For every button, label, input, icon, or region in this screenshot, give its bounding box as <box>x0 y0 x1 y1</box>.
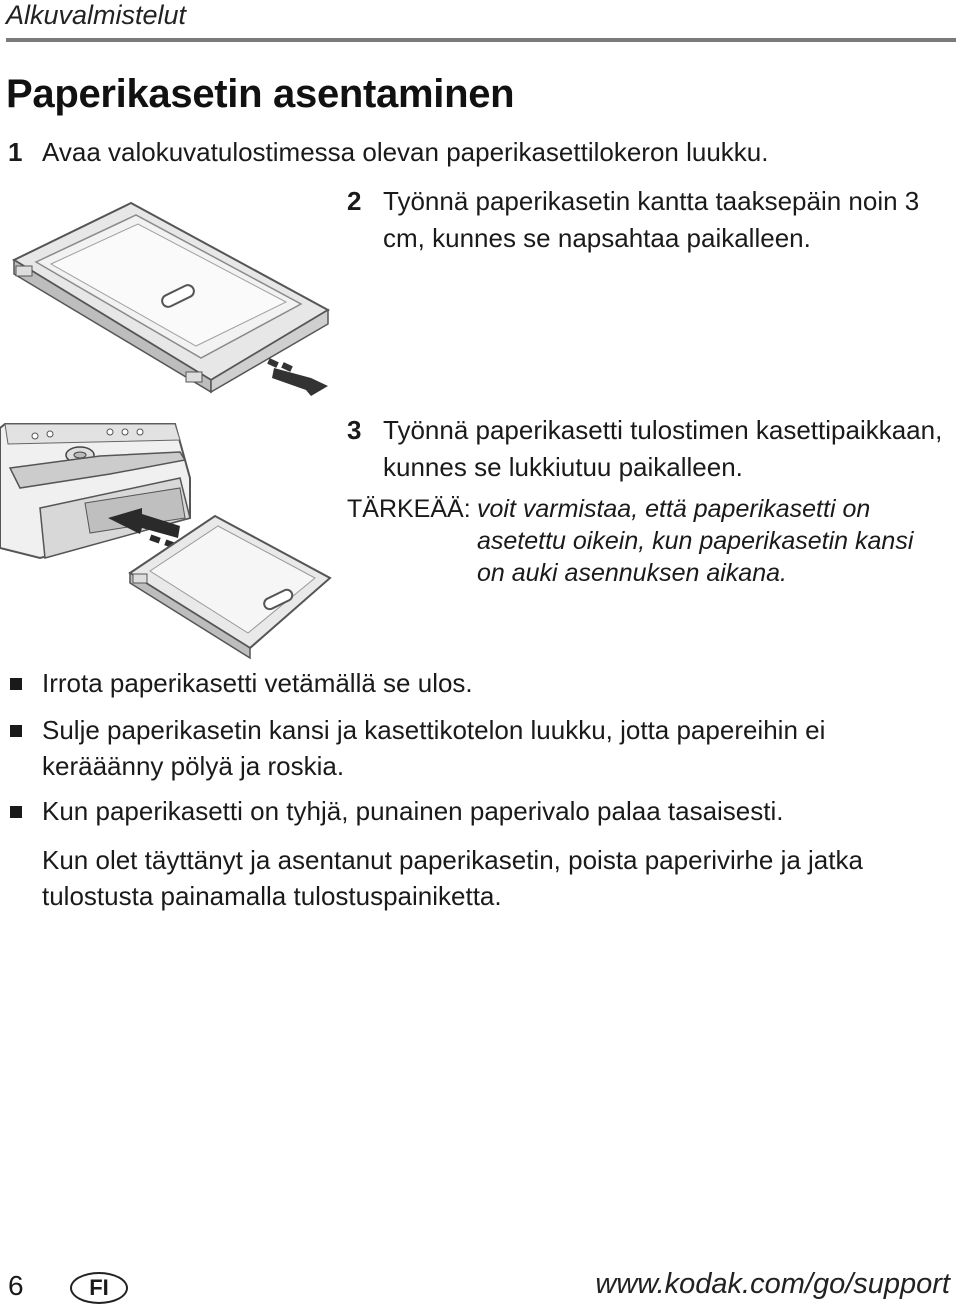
page-number: 6 <box>8 1270 24 1301</box>
bullet-square-icon <box>10 725 22 737</box>
closing-paragraph: Kun olet täyttänyt ja asentanut paperikasetin, poista paperivirhe ja jatka tulostusta painamalla tulostuspainiketta. <box>42 845 863 911</box>
step-3-number: 3 <box>347 415 362 445</box>
push-arrow-icon <box>267 358 328 396</box>
cassette-cover-illustration <box>6 200 336 400</box>
step-2-number: 2 <box>347 186 362 216</box>
section-header: Alkuvalmistelut <box>6 0 187 30</box>
page-title: Paperikasetin asentaminen <box>6 72 515 116</box>
step-3-text: Työnnä paperikasetti tulostimen kasettipaikkaan, kunnes se lukkiutuu paikalleen. <box>383 415 943 482</box>
bullet-item-remove: Irrota paperikasetti vetämällä se ulos. <box>42 668 473 698</box>
support-url[interactable]: www.kodak.com/go/support <box>595 1268 950 1300</box>
step-2-text: Työnnä paperikasetin kantta taaksepäin noin 3 cm, kunnes se napsahtaa paikalleen. <box>383 186 920 253</box>
step-1-text: Avaa valokuvatulostimessa olevan paperikasettilokeron luukku. <box>42 137 769 167</box>
step-1-number: 1 <box>8 137 23 167</box>
bullet-item-empty: Kun paperikasetti on tyhjä, punainen paperivalo palaa tasaisesti. <box>42 796 784 826</box>
bullet-square-icon <box>10 806 22 818</box>
printer-insert-illustration <box>0 408 335 658</box>
important-label: TÄRKEÄÄ: <box>347 495 471 523</box>
bullet-item-close: Sulje paperikasetin kansi ja kasettikotelon luukku, jotta papereihin ei kerääänny pölyä ja roskia. <box>42 715 826 781</box>
language-badge: FI <box>70 1272 128 1304</box>
bullet-square-icon <box>10 678 22 690</box>
important-text: voit varmistaa, että paperikasetti on asetettu oikein, kun paperikasetin kansi on auki asennuksen aikana. <box>477 495 914 587</box>
header-divider <box>6 38 956 42</box>
